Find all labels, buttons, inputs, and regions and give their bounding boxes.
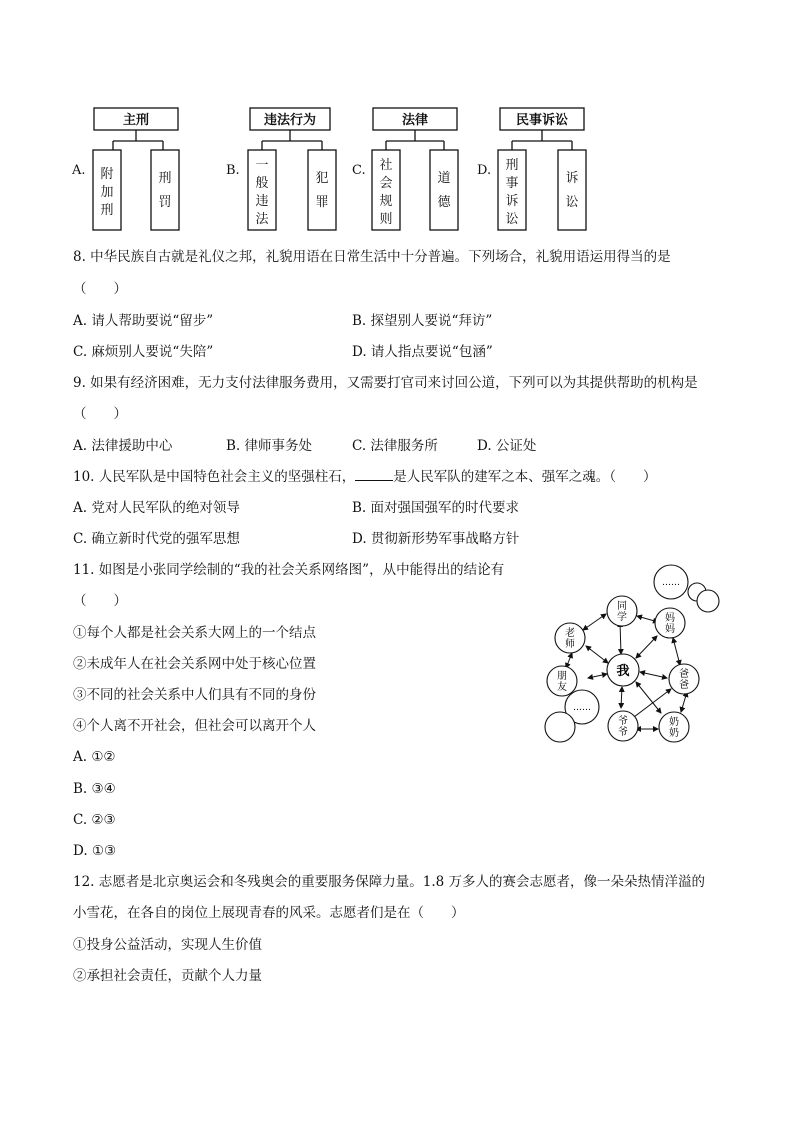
question-8-paren: （ ）	[73, 281, 127, 297]
decor-bubble	[545, 712, 575, 742]
option-d-letter: D.	[477, 163, 492, 178]
question-9-option-a: A. 法律援助中心	[73, 438, 173, 454]
network-node-char: 师	[565, 639, 575, 650]
question-10-option-d: D. 贯彻新形势军事战略方针	[352, 531, 520, 547]
network-node-char: 妈	[665, 613, 675, 624]
diagram-c-left-char: 规	[379, 194, 393, 209]
network-node-char: 爸	[679, 680, 689, 691]
question-11-option-a: A. ①②	[73, 749, 116, 765]
network-node-char: 爷	[618, 716, 628, 727]
question-8-option-b: B. 探望别人要说“拜访”	[352, 313, 493, 329]
question-8-option-d: D. 请人指点要说“包涵”	[352, 344, 493, 360]
diagram-d-left-char: 讼	[505, 212, 519, 227]
question-9-option-b: B. 律师事务处	[226, 438, 313, 454]
network-node-char: 妈	[665, 624, 675, 635]
question-11-statement-1: ①每个人都是社会关系大网上的一个结点	[73, 625, 316, 641]
question-12-stem-line-2: 小雪花，在各自的岗位上展现青春的风采。志愿者们是在（ ）	[73, 905, 465, 921]
question-10-stem-pre: 10. 人民军队是中国特色社会主义的坚强柱石，	[73, 469, 356, 485]
diagram-b-right-char: 罪	[315, 195, 329, 210]
question-10-option-b: B. 面对强国强军的时代要求	[352, 500, 520, 516]
diagram-b-left-char: 一	[255, 158, 269, 173]
question-11-statement-4: ④个人离不开社会，但社会可以离开个人	[73, 718, 316, 734]
option-c-letter: C.	[352, 163, 366, 178]
question-12-stem-line-1: 12. 志愿者是北京奥运会和冬残奥会的重要服务保障力量。1.8 万多人的赛会志愿者，像一朵朵热情洋溢的	[73, 874, 706, 890]
question-12-statement-2: ②承担社会责任，贡献个人力量	[73, 968, 262, 984]
option-a-letter: A.	[72, 163, 86, 178]
social-network-figure	[530, 560, 730, 750]
decor-bubble	[697, 590, 719, 612]
question-11-option-b: B. ③④	[73, 781, 116, 797]
diagram-b-left-char: 般	[255, 176, 269, 191]
diagram-d-left-char: 诉	[505, 194, 519, 209]
question-10-stem	[73, 468, 657, 486]
question-9-paren: （ ）	[73, 406, 127, 422]
dots-label-lower: ……	[573, 703, 591, 713]
question-10-option-c: C. 确立新时代党的强军思想	[73, 531, 240, 547]
question-11-statement-2: ②未成年人在社会关系网中处于核心位置	[73, 656, 316, 672]
diagram-d-left-char: 刑	[505, 158, 519, 173]
question-10-stem-post: 是人民军队的建军之本、强军之魂。（ ）	[393, 469, 657, 485]
diagram-b-left-char: 法	[255, 212, 269, 227]
diagram-c-right-char: 德	[437, 195, 451, 210]
diagram-c-top: 法律	[401, 113, 429, 128]
question-11-statement-3: ③不同的社会关系中人们具有不同的身份	[73, 687, 316, 703]
option-b-letter: B.	[226, 163, 240, 178]
diagram-a-left-char: 加	[100, 185, 114, 200]
diagram-d-left-char: 事	[505, 176, 519, 191]
diagram-a-right-char: 罚	[158, 195, 172, 210]
network-node-char: 爸	[679, 669, 689, 680]
diagram-a-top: 主刑	[122, 113, 150, 128]
question-9-stem: 9. 如果有经济困难，无力支付法律服务费用，又需要打官司来讨回公道，下列可以为其提供帮助的机构是	[73, 375, 698, 391]
network-center-label: 我	[616, 664, 630, 679]
question-12-statement-1: ①投身公益活动，实现人生价值	[73, 937, 262, 953]
network-node-char: 同	[617, 601, 627, 612]
question-11-paren: （ ）	[73, 593, 127, 609]
diagram-c-left-char: 则	[379, 212, 393, 227]
diagram-a-left-char: 刑	[100, 203, 114, 218]
network-node-char: 奶	[669, 717, 679, 728]
network-node-char: 学	[617, 612, 627, 623]
network-node-char: 友	[557, 682, 567, 693]
diagram-b-left-char: 违	[255, 194, 269, 209]
question-9-option-c: C. 法律服务所	[352, 438, 438, 454]
diagram-d-right-char: 诉	[565, 171, 579, 186]
answer-blank	[355, 468, 393, 481]
question-8-stem: 8. 中华民族自古就是礼仪之邦，礼貌用语在日常生活中十分普遍。下列场合，礼貌用语运用得当的是	[73, 249, 671, 265]
diagram-c-left-char: 社	[379, 158, 393, 173]
diagram-c-left-char: 会	[379, 176, 393, 191]
question-11-stem: 11. 如图是小张同学绘制的“我的社会关系网络图”，从中能得出的结论有	[73, 562, 505, 578]
diagram-d-top: 民事诉讼	[515, 113, 569, 128]
question-8-option-c: C. 麻烦别人要说“失陪”	[73, 344, 214, 360]
question-11-option-c: C. ②③	[73, 812, 116, 828]
dots-label-upper: ……	[662, 578, 680, 588]
diagram-d-right-char: 讼	[565, 195, 579, 210]
question-9-option-d: D. 公证处	[477, 438, 537, 454]
network-node-char: 朋	[557, 671, 567, 682]
diagram-b-right-char: 犯	[315, 171, 329, 186]
diagram-b-top: 违法行为	[263, 113, 317, 128]
diagram-a-left-char: 附	[100, 167, 114, 182]
diagram-a-right-char: 刑	[158, 171, 172, 186]
question-10-option-a: A. 党对人民军队的绝对领导	[73, 500, 240, 516]
diagram-c-right-char: 道	[437, 171, 451, 186]
question-8-option-a: A. 请人帮助要说“留步”	[73, 313, 214, 329]
network-node-char: 爷	[618, 727, 628, 738]
option-diagrams	[0, 0, 794, 240]
question-11-option-d: D. ①③	[73, 843, 117, 859]
network-node-char: 奶	[669, 728, 679, 739]
network-node-char: 老	[565, 628, 575, 639]
